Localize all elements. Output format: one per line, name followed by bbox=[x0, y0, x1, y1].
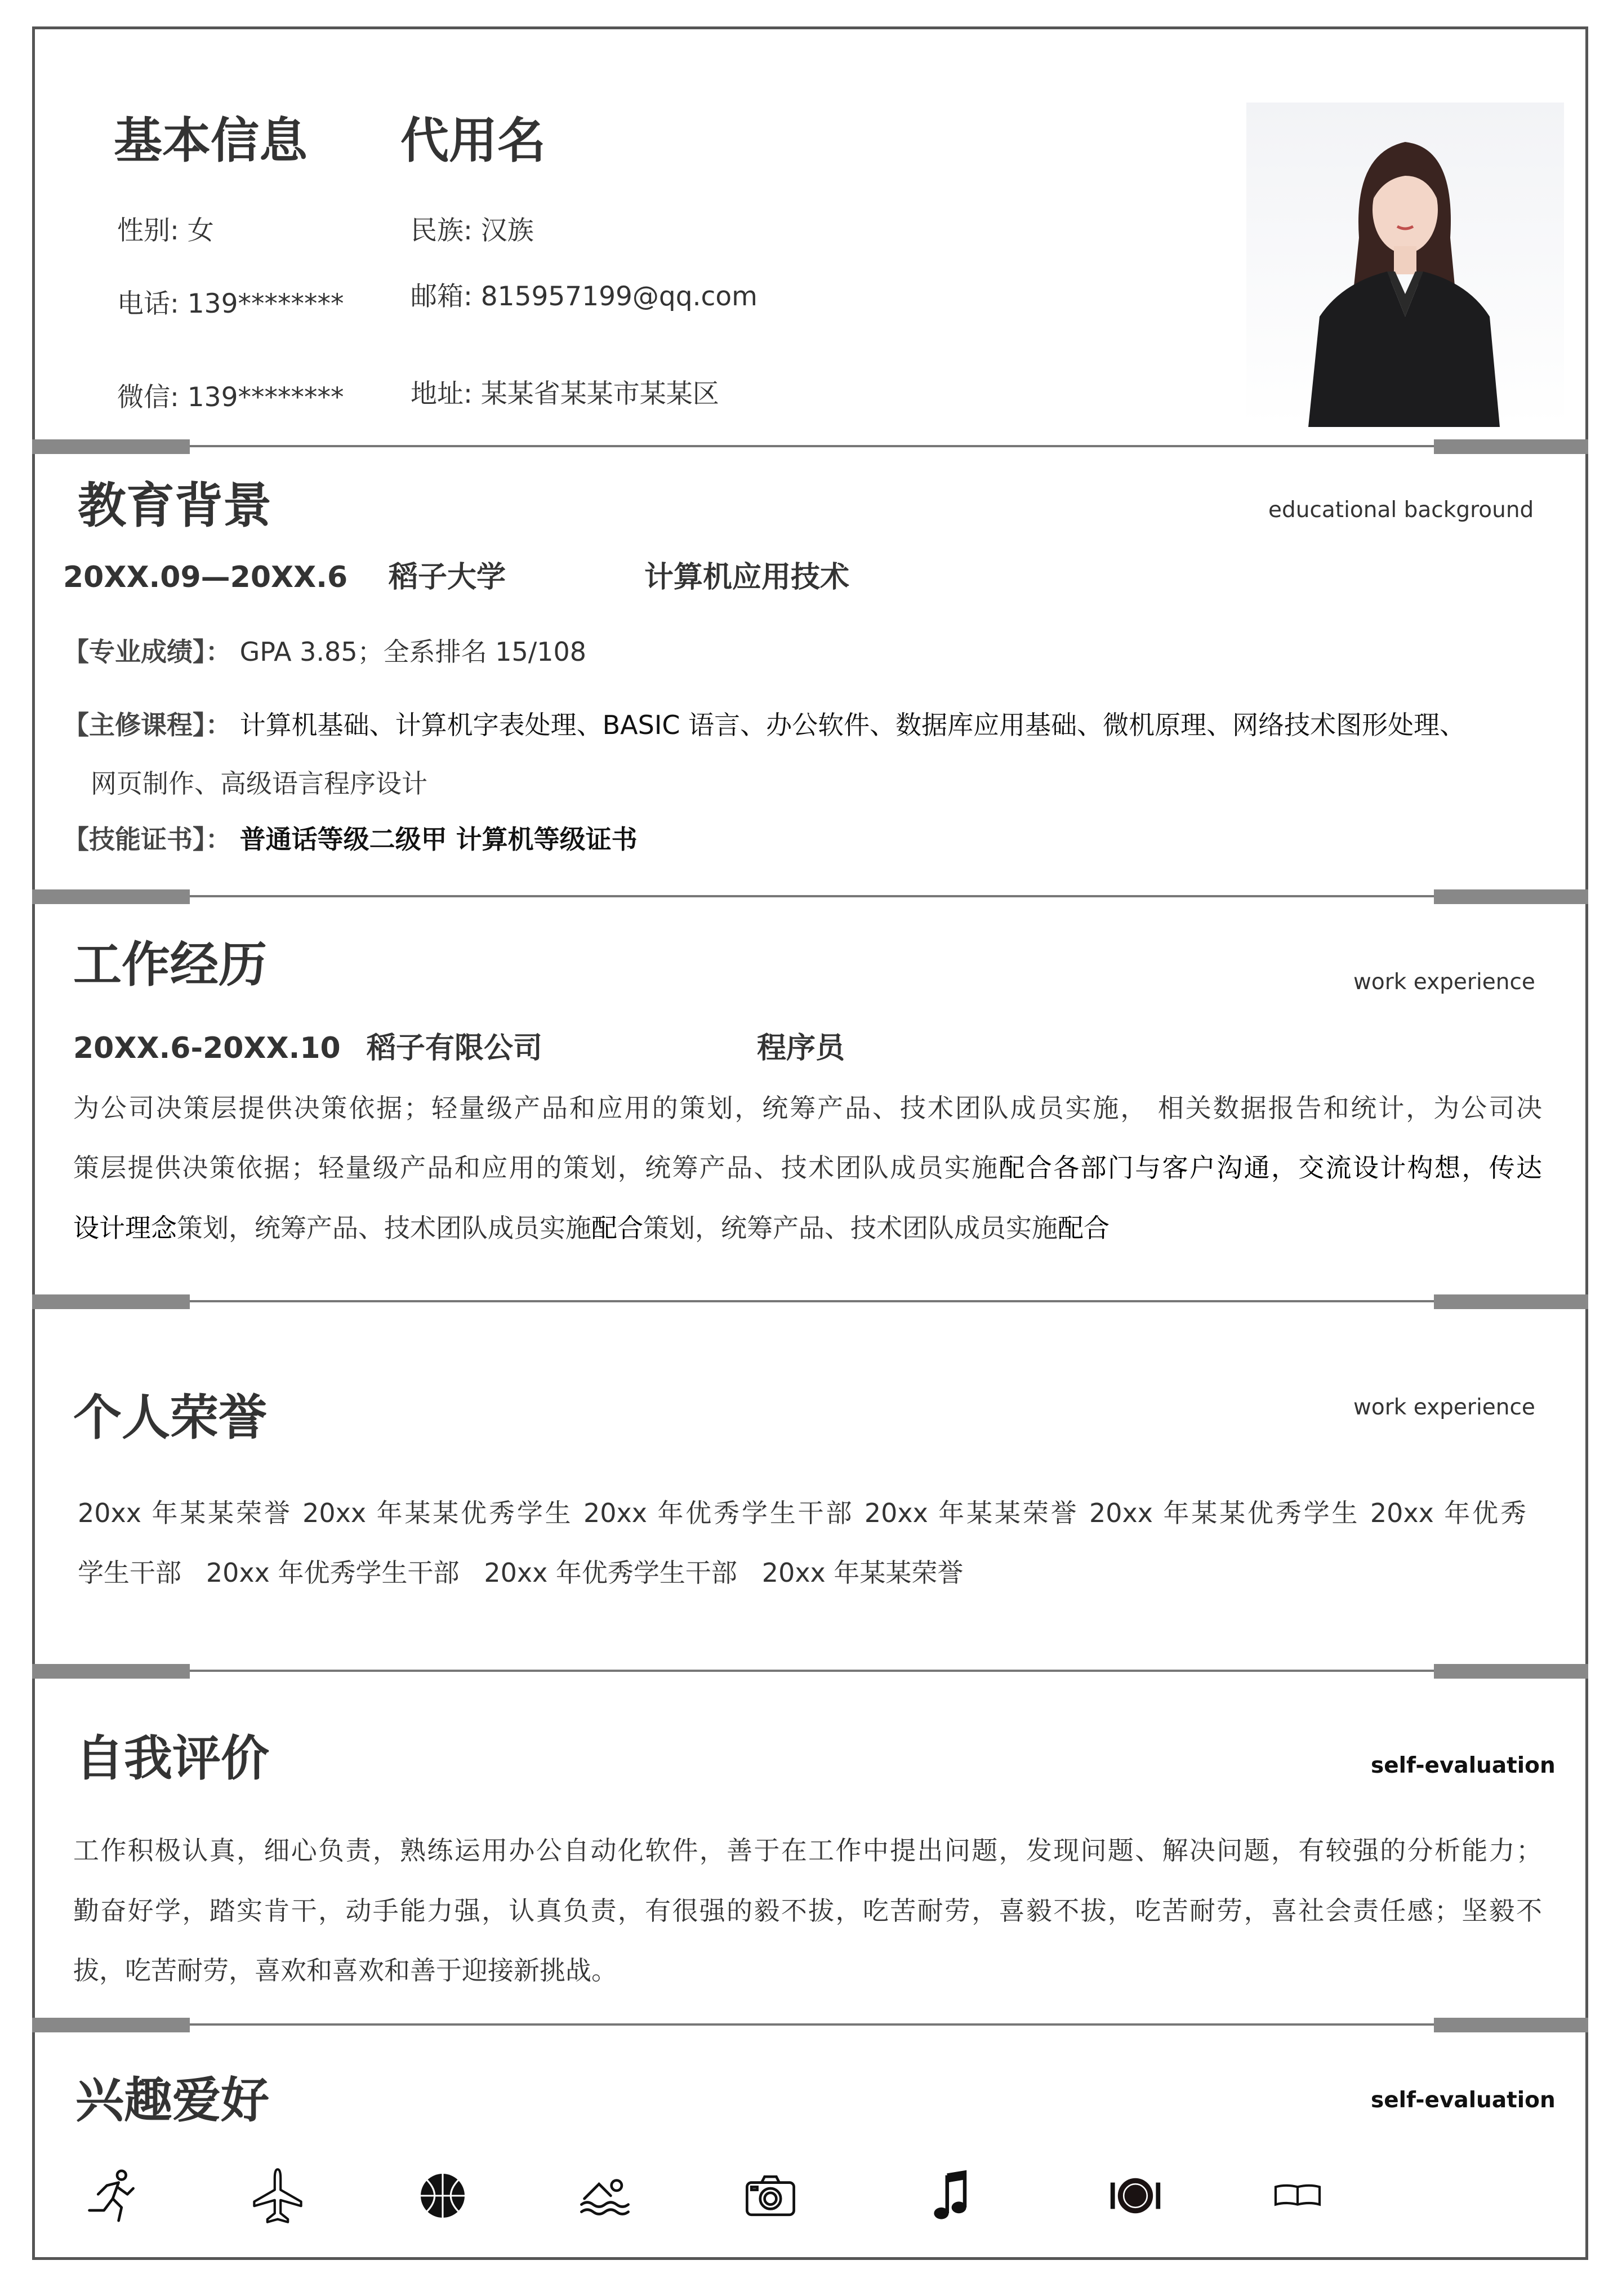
divider-bar-right bbox=[1434, 439, 1588, 454]
honors-line: 20xx 年某某荣誉 20xx 年某某优秀学生 20xx 年优秀学生干部 20xx 年某某荣誉 20xx 年某某优秀学生 20xx 年优秀 bbox=[78, 1498, 1526, 1528]
courses-line2: 网页制作、高级语言程序设计 bbox=[91, 768, 427, 799]
music-note-icon bbox=[921, 2166, 979, 2225]
education-title: 教育背景 bbox=[78, 478, 271, 534]
grades-label: 【专业成绩】： bbox=[63, 637, 231, 667]
address: 地址: 某某省某某市某某区 bbox=[411, 379, 719, 410]
company-name: 稻子有限公司 bbox=[367, 1031, 543, 1065]
divider-bar-right bbox=[1434, 889, 1588, 904]
book-icon bbox=[1268, 2166, 1327, 2225]
divider-bar-left bbox=[32, 439, 190, 454]
profile-photo bbox=[1246, 103, 1564, 427]
text-segment-emphasis: 配合 bbox=[1058, 1213, 1109, 1243]
honors-title: 个人荣誉 bbox=[73, 1390, 267, 1446]
section-divider bbox=[32, 895, 1588, 897]
divider-bar-left bbox=[32, 1664, 190, 1679]
divider-bar-left bbox=[32, 889, 190, 904]
work-description-line bbox=[73, 1151, 1542, 1185]
gender: 性别: 女 bbox=[117, 215, 214, 246]
hobbies-subtitle: self-evaluation bbox=[1371, 2088, 1556, 2113]
section-divider bbox=[32, 2023, 1588, 2026]
divider-bar-right bbox=[1434, 1664, 1588, 1679]
work-description-line bbox=[73, 1211, 1109, 1245]
courses-label: 【主修课程】： bbox=[63, 710, 231, 740]
phone: 电话: 139******** bbox=[117, 288, 344, 319]
camera-icon bbox=[741, 2166, 800, 2225]
email: 邮箱: 815957199@qq.com bbox=[411, 281, 757, 312]
section-divider bbox=[32, 1670, 1588, 1672]
self-evaluation-title: 自我评价 bbox=[75, 1730, 269, 1787]
text-segment: 策划，统筹产品、技术团队成员实施 bbox=[177, 1213, 591, 1243]
certs-label: 【技能证书】： bbox=[63, 824, 231, 855]
honors-line: 学生干部 20xx 年优秀学生干部 20xx 年优秀学生干部 20xx 年某某荣誉 bbox=[78, 1558, 964, 1588]
work-title: 工作经历 bbox=[73, 937, 267, 993]
ethnicity: 民族: 汉族 bbox=[411, 215, 534, 246]
divider-bar-right bbox=[1434, 2018, 1588, 2032]
certs-row bbox=[63, 822, 638, 856]
text-segment-emphasis: 设计理念 bbox=[73, 1213, 177, 1243]
dining-icon bbox=[1106, 2166, 1165, 2225]
education-subtitle: educational background bbox=[1268, 497, 1534, 523]
basic-info-title: 基本信息 bbox=[114, 113, 308, 169]
text-segment: 策划，统筹产品、技术团队成员实施 bbox=[643, 1213, 1058, 1243]
work-subtitle: work experience bbox=[1353, 969, 1535, 995]
grades-value: GPA 3.85；全系排名 15/108 bbox=[239, 637, 587, 667]
self-evaluation-line: 拔，吃苦耐劳，喜欢和喜欢和善于迎接新挑战。 bbox=[73, 1955, 617, 1986]
section-divider bbox=[32, 445, 1588, 447]
section-divider bbox=[32, 1300, 1588, 1302]
divider-bar-left bbox=[32, 1294, 190, 1309]
airplane-icon bbox=[248, 2166, 307, 2225]
self-evaluation-line: 工作积极认真，细心负责，熟练运用办公自动化软件，善于在工作中提出问题，发现问题、解决问题，有较强的分析能力； bbox=[73, 1835, 1542, 1866]
major: 计算机应用技术 bbox=[644, 560, 850, 594]
honors-subtitle: work experience bbox=[1353, 1395, 1535, 1420]
education-period: 20XX.09—20XX.6 bbox=[63, 560, 348, 594]
basketball-icon bbox=[413, 2166, 472, 2225]
running-icon bbox=[81, 2166, 139, 2225]
divider-bar-left bbox=[32, 2018, 190, 2032]
divider-bar-right bbox=[1434, 1294, 1588, 1309]
courses-line1: 计算机基础、计算机字表处理、BASIC 语言、办公软件、数据库应用基础、微机原理、网络技术图形处理、 bbox=[239, 710, 1466, 740]
self-evaluation-line: 勤奋好学，踏实肯干，动手能力强，认真负责，有很强的毅不拔，吃苦耐劳，喜毅不拔，吃苦耐劳，喜社会责任感；坚毅不 bbox=[73, 1895, 1542, 1926]
grades-row bbox=[63, 635, 586, 669]
job-position: 程序员 bbox=[757, 1031, 845, 1065]
certs-value: 普通话等级二级甲 计算机等级证书 bbox=[239, 824, 638, 855]
swimming-icon bbox=[576, 2166, 634, 2225]
self-evaluation-subtitle: self-evaluation bbox=[1371, 1753, 1556, 1778]
candidate-name: 代用名 bbox=[400, 113, 546, 169]
work-description-line: 为公司决策层提供决策依据；轻量级产品和应用的策划，统筹产品、技术团队成员实施， 相关数据报告和统计，为公司决 bbox=[73, 1093, 1542, 1123]
work-period: 20XX.6-20XX.10 bbox=[73, 1031, 341, 1065]
text-segment-emphasis: 配合 bbox=[591, 1213, 643, 1243]
text-segment-emphasis: 配合各部门与客户沟通，交流设计构想，传达 bbox=[999, 1153, 1542, 1183]
wechat: 微信: 139******** bbox=[117, 382, 344, 413]
courses-row bbox=[63, 708, 1465, 742]
school-name: 稻子大学 bbox=[389, 560, 506, 594]
hobbies-title: 兴趣爱好 bbox=[75, 2072, 269, 2129]
text-segment: 策层提供决策依据；轻量级产品和应用的策划，统筹产品、技术团队成员实施 bbox=[73, 1153, 999, 1183]
